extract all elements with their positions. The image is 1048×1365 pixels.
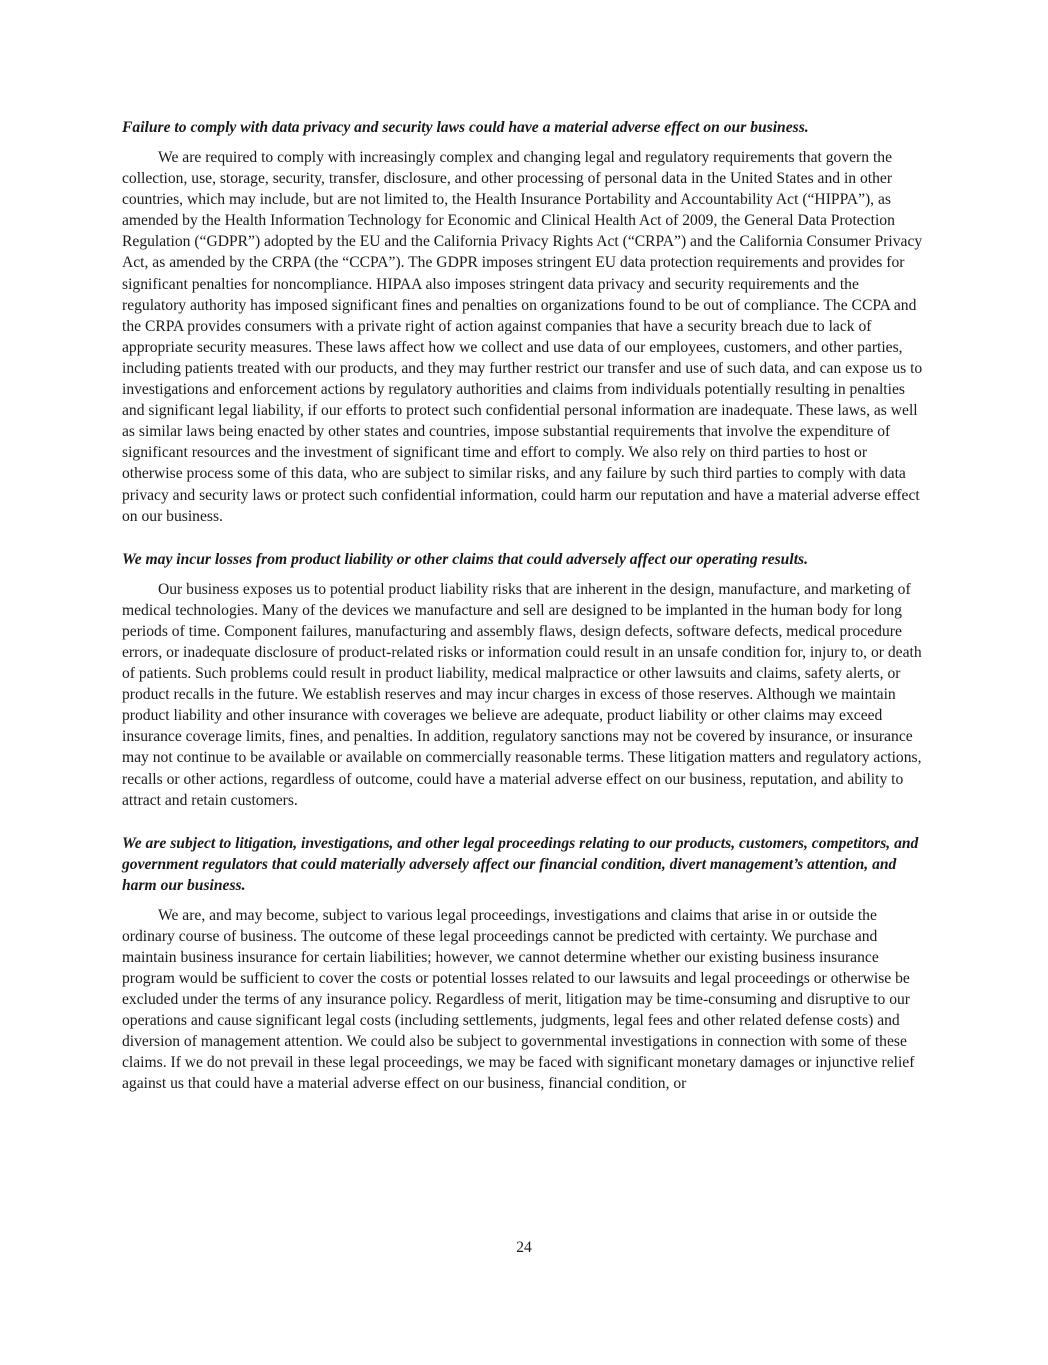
section-data-privacy — [122, 117, 926, 527]
section-paragraph: We are required to comply with increasingly complex and changing legal and regulatory requirements that govern the collection, use, storage, security, transfer, disclosure, and other processing of personal data in the United States and in other countries, which may include, but are not limited to, the Health Insurance Portability and Accountability Act (“HIPPA”), as amended by the Health Information Technology for Economic and Clinical Health Act of 2009, the General Data Protection Regulation (“GDPR”) adopted by the EU and the California Privacy Rights Act (“CRPA”) and the California Consumer Privacy Act, as amended by the CRPA (the “CCPA”). The GDPR imposes stringent EU data protection requirements and provides for significant penalties for noncompliance. HIPAA also imposes stringent data privacy and security requirements and the regulatory authority has imposed significant fines and penalties on organizations found to be out of compliance. The CCPA and the CRPA provides consumers with a private right of action against companies that have a security breach due to lack of appropriate security measures. These laws affect how we collect and use data of our employees, customers, and other parties, including patients treated with our products, and they may further restrict our transfer and use of such data, and can expose us to investigations and enforcement actions by regulatory authorities and claims from individuals potentially resulting in penalties and significant legal liability, if our efforts to protect such confidential personal information are inadequate. These laws, as well as similar laws being enacted by other states and countries, impose substantial requirements that involve the expenditure of significant resources and the investment of significant time and effort to comply. We also rely on third parties to host or otherwise process some of this data, who are subject to similar risks, and any failure by such third parties to comply with data privacy and security laws or protect such confidential information, could harm our reputation and have a material adverse effect on our business. — [122, 149, 923, 525]
section-product-liability — [122, 549, 926, 811]
section-litigation — [122, 833, 926, 1095]
section-heading: We may incur losses from product liability or other claims that could adversely affect our operating results. — [122, 550, 808, 568]
section-paragraph: We are, and may become, subject to various legal proceedings, investigations and claims that arise in or outside the ordinary course of business. The outcome of these legal proceedings cannot be predicted with certainty. We purchase and maintain business insurance for certain liabilities; however, we cannot determine whether our existing business insurance program would be sufficient to cover the costs or potential losses related to our lawsuits and legal proceedings or otherwise be excluded under the terms of any insurance policy. Regardless of merit, litigation may be time-consuming and disruptive to our operations and cause significant legal costs (including settlements, judgments, legal fees and other related defense costs) and diversion of management attention. We could also be subject to governmental investigations in connection with some of these claims. If we do not prevail in these legal proceedings, we may be faced with significant monetary damages or injunctive relief against us that could have a material adverse effect on our business, financial condition, or — [122, 906, 915, 1093]
section-heading: We are subject to litigation, investigations, and other legal proceedings relating to our products, customers, competitors, and government regulators that could materially adversely affect our financial condition, divert management’s attention, and harm our business. — [122, 834, 919, 894]
document-page — [122, 117, 926, 1095]
page-number: 24 — [516, 1239, 532, 1256]
section-heading: Failure to comply with data privacy and security laws could have a material adverse effect on our business. — [122, 119, 809, 136]
section-paragraph: Our business exposes us to potential product liability risks that are inherent in the design, manufacture, and marketing of medical technologies. Many of the devices we manufacture and sell are designed to be implanted in the human body for long periods of time. Component failures, manufacturing and assembly flaws, design defects, software defects, medical procedure errors, or inadequate disclosure of product-related risks or information could result in an unsafe condition for, injury to, or death of patients. Such problems could result in product liability, medical malpractice or other lawsuits and claims, safety alerts, or product recalls in the future. We establish reserves and may incur charges in excess of those reserves. Although we maintain product liability and other insurance with coverages we believe are adequate, product liability or other claims may exceed insurance coverage limits, fines, and penalties. In addition, regulatory sanctions may not be covered by insurance, or insurance may not continue to be available or available on commercially reasonable terms. These litigation matters and regulatory actions, recalls or other actions, regardless of outcome, could have a material adverse effect on our business, reputation, and ability to attract and retain customers. — [122, 580, 922, 809]
